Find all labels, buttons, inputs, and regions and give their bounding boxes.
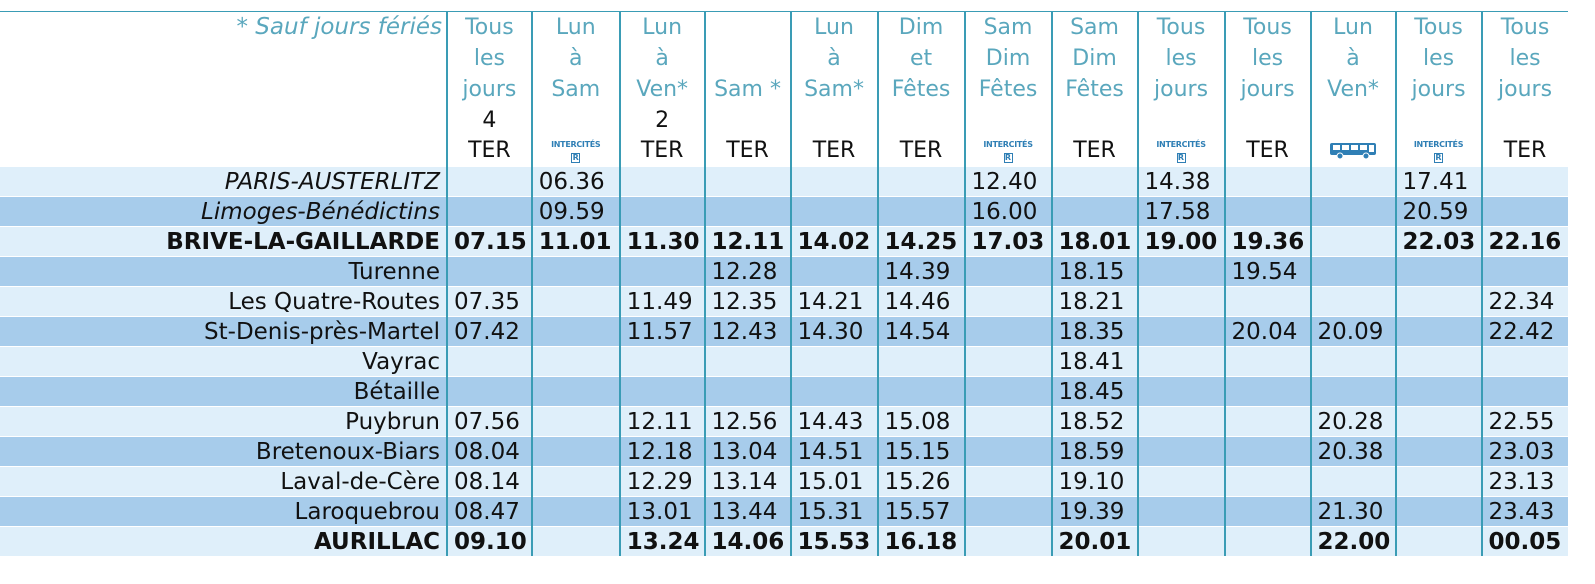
departure-time: 18.41 <box>1052 347 1138 377</box>
column-header <box>1138 12 1225 167</box>
departure-time <box>620 167 705 197</box>
service-days-line: Fêtes <box>891 77 951 102</box>
departure-time <box>447 377 532 407</box>
transport-mode <box>537 136 615 166</box>
departure-time <box>878 197 965 227</box>
departure-time <box>878 167 965 197</box>
departure-time <box>1396 317 1482 347</box>
departure-time: 20.59 <box>1396 197 1482 227</box>
departure-time: 12.29 <box>620 467 705 497</box>
departure-time: 14.54 <box>878 317 965 347</box>
departure-time <box>532 317 620 347</box>
departure-time: 12.11 <box>620 407 705 437</box>
departure-time: 17.41 <box>1396 167 1482 197</box>
departure-time: 20.04 <box>1225 317 1311 347</box>
departure-time <box>1311 257 1396 287</box>
note-number <box>883 105 960 136</box>
departure-time <box>1138 257 1225 287</box>
service-days-line: jours <box>462 77 517 102</box>
station-name: PARIS-AUSTERLITZ <box>0 167 447 197</box>
departure-time <box>532 467 620 497</box>
departure-time: 08.47 <box>447 497 532 527</box>
departure-time <box>791 167 878 197</box>
intercites-icon: INTERCITÉS R <box>1413 139 1464 162</box>
departure-time: 14.02 <box>791 227 878 257</box>
service-days-line: jours <box>1411 77 1466 102</box>
departure-time: 11.30 <box>620 227 705 257</box>
service-days-line: Tous <box>1243 15 1292 40</box>
table-row <box>0 227 1568 257</box>
departure-time <box>1138 527 1225 557</box>
departure-time: 22.42 <box>1482 317 1568 347</box>
departure-time <box>1396 287 1482 317</box>
departure-time <box>447 347 532 377</box>
transport-mode: TER <box>468 138 511 163</box>
note-number <box>710 105 786 136</box>
departure-time <box>1138 317 1225 347</box>
service-days-line: Dim <box>1072 46 1117 71</box>
service-days-line: à <box>569 46 583 71</box>
departure-time: 19.39 <box>1052 497 1138 527</box>
departure-time: 14.30 <box>791 317 878 347</box>
departure-time: 13.14 <box>705 467 791 497</box>
departure-time <box>965 347 1052 377</box>
departure-time: 07.56 <box>447 407 532 437</box>
departure-time: 16.00 <box>965 197 1052 227</box>
departure-time: 15.01 <box>791 467 878 497</box>
table-row <box>0 167 1568 197</box>
departure-time <box>532 527 620 557</box>
note-number <box>1230 105 1306 136</box>
bus-icon <box>1329 142 1377 160</box>
departure-time <box>532 257 620 287</box>
note-number <box>1487 105 1564 136</box>
departure-time <box>791 257 878 287</box>
service-days-line: Sam* <box>804 77 864 102</box>
intercites-icon: INTERCITÉS R <box>1156 139 1206 162</box>
departure-time: 15.31 <box>791 497 878 527</box>
departure-time: 21.30 <box>1311 497 1396 527</box>
departure-time: 22.00 <box>1311 527 1396 557</box>
departure-time: 17.03 <box>965 227 1052 257</box>
transport-mode: TER <box>899 138 943 163</box>
departure-time <box>965 257 1052 287</box>
departure-time: 16.18 <box>878 527 965 557</box>
transport-mode <box>970 136 1047 166</box>
departure-time: 13.24 <box>620 527 705 557</box>
service-days-line: Lun <box>1333 15 1373 40</box>
departure-time <box>1138 467 1225 497</box>
departure-time: 08.04 <box>447 437 532 467</box>
departure-time <box>1396 347 1482 377</box>
departure-time: 07.42 <box>447 317 532 347</box>
departure-time <box>620 377 705 407</box>
departure-time <box>1052 167 1138 197</box>
departure-time: 18.21 <box>1052 287 1138 317</box>
service-days-line: les <box>1422 46 1455 71</box>
departure-time <box>1396 437 1482 467</box>
departure-time <box>705 197 791 227</box>
departure-time <box>1396 527 1482 557</box>
service-days-line: jours <box>1154 77 1209 102</box>
service-days-line: les <box>473 46 505 71</box>
station-name: Bétaille <box>0 377 447 407</box>
column-header <box>878 12 965 167</box>
table-row <box>0 317 1568 347</box>
departure-time <box>447 197 532 227</box>
table-row <box>0 197 1568 227</box>
service-days-line: Sam <box>551 77 601 102</box>
service-days <box>452 12 527 105</box>
service-days-line: Ven* <box>1327 77 1379 102</box>
transport-mode: TER <box>726 138 769 163</box>
departure-time: 18.15 <box>1052 257 1138 287</box>
intercites-icon: INTERCITÉS R <box>551 139 601 162</box>
service-days-line: à <box>827 46 841 71</box>
service-days <box>625 12 700 105</box>
departure-time: 08.14 <box>447 467 532 497</box>
service-days-line: Dim <box>898 15 944 40</box>
transport-mode: TER <box>640 138 684 163</box>
column-header <box>705 12 791 167</box>
departure-time <box>1138 347 1225 377</box>
departure-time <box>1396 377 1482 407</box>
service-days-line: Sam <box>983 15 1033 40</box>
departure-time <box>447 257 532 287</box>
departure-time: 22.55 <box>1482 407 1568 437</box>
departure-time <box>965 467 1052 497</box>
service-days-line: Lun <box>642 15 683 40</box>
departure-time <box>532 407 620 437</box>
departure-time <box>1052 197 1138 227</box>
departure-time <box>705 377 791 407</box>
departure-time <box>1482 167 1568 197</box>
departure-time: 18.52 <box>1052 407 1138 437</box>
service-days-line: les <box>1509 46 1541 71</box>
note-number <box>970 105 1047 136</box>
service-days-line: Ven* <box>636 77 689 102</box>
departure-time: 13.04 <box>705 437 791 467</box>
departure-time <box>965 437 1052 467</box>
departure-time: 23.13 <box>1482 467 1568 497</box>
departure-time <box>1225 197 1311 227</box>
service-days-line: les <box>1165 46 1197 71</box>
service-days-line: Sam * <box>714 77 781 102</box>
departure-time <box>1225 347 1311 377</box>
service-days-line: et <box>909 46 933 71</box>
departure-time <box>1225 527 1311 557</box>
departure-time <box>1482 197 1568 227</box>
departure-time <box>1225 467 1311 497</box>
departure-time: 12.11 <box>705 227 791 257</box>
service-days-line: Fêtes <box>978 77 1038 102</box>
departure-time: 11.57 <box>620 317 705 347</box>
station-name: Vayrac <box>0 347 447 377</box>
departure-time <box>532 347 620 377</box>
departure-time: 06.36 <box>532 167 620 197</box>
table-row <box>0 377 1568 407</box>
departure-time: 14.38 <box>1138 167 1225 197</box>
table-row <box>0 287 1568 317</box>
column-header <box>447 12 532 167</box>
departure-time: 12.56 <box>705 407 791 437</box>
departure-time: 12.43 <box>705 317 791 347</box>
transport-mode: TER <box>812 138 856 163</box>
departure-time <box>965 527 1052 557</box>
service-days-line: Lun <box>555 15 596 40</box>
holiday-note: * Sauf jours fériés <box>0 12 447 167</box>
station-name: Bretenoux-Biars <box>0 437 447 467</box>
service-days-line: Tous <box>465 15 514 40</box>
departure-time <box>1225 407 1311 437</box>
station-name: AURILLAC <box>0 527 447 557</box>
column-header <box>1482 12 1568 167</box>
departure-time <box>1482 347 1568 377</box>
departure-time <box>620 347 705 377</box>
departure-time: 07.35 <box>447 287 532 317</box>
service-days-line: Sam <box>1070 15 1119 40</box>
departure-time: 09.59 <box>532 197 620 227</box>
departure-time: 13.44 <box>705 497 791 527</box>
service-days-line: Fêtes <box>1065 77 1124 102</box>
station-name: Laval-de-Cère <box>0 467 447 497</box>
departure-time <box>1138 437 1225 467</box>
departure-time <box>1138 407 1225 437</box>
departure-time: 20.01 <box>1052 527 1138 557</box>
departure-time: 19.10 <box>1052 467 1138 497</box>
transport-mode: TER <box>1246 138 1289 163</box>
departure-time <box>447 167 532 197</box>
table-row <box>0 467 1568 497</box>
departure-time <box>878 347 965 377</box>
station-name: Laroquebrou <box>0 497 447 527</box>
departure-time <box>532 437 620 467</box>
departure-time <box>532 497 620 527</box>
timetable <box>0 11 1568 556</box>
departure-time: 18.01 <box>1052 227 1138 257</box>
departure-time <box>1396 407 1482 437</box>
departure-time <box>1311 287 1396 317</box>
column-header <box>620 12 705 167</box>
departure-time <box>620 257 705 287</box>
service-days <box>537 12 615 105</box>
departure-time: 14.06 <box>705 527 791 557</box>
service-days <box>1143 12 1220 105</box>
departure-time <box>965 317 1052 347</box>
departure-time: 14.51 <box>791 437 878 467</box>
column-header <box>791 12 878 167</box>
departure-time: 12.18 <box>620 437 705 467</box>
transport-mode <box>1143 136 1220 166</box>
table-row <box>0 497 1568 527</box>
station-name: Limoges-Bénédictins <box>0 197 447 227</box>
header-row <box>0 12 1568 167</box>
service-days-line: Tous <box>1500 15 1550 40</box>
column-header <box>532 12 620 167</box>
departure-time: 15.08 <box>878 407 965 437</box>
service-days <box>1057 12 1133 105</box>
departure-time <box>705 167 791 197</box>
departure-time: 14.25 <box>878 227 965 257</box>
station-name: Puybrun <box>0 407 447 437</box>
departure-time <box>1482 257 1568 287</box>
service-days-line: Dim <box>985 46 1031 71</box>
departure-time: 15.53 <box>791 527 878 557</box>
transport-mode: TER <box>1073 138 1116 163</box>
note-number <box>1143 105 1220 136</box>
note-number: 4 <box>482 108 497 133</box>
service-days-line: Tous <box>1414 15 1463 40</box>
service-days-line: Lun <box>814 15 854 40</box>
departure-time <box>1138 287 1225 317</box>
intercites-icon: INTERCITÉS R <box>983 139 1033 162</box>
departure-time <box>965 287 1052 317</box>
departure-time <box>1311 467 1396 497</box>
departure-time <box>532 287 620 317</box>
service-days-line: jours <box>1240 77 1295 102</box>
service-days-line: les <box>1251 46 1284 71</box>
departure-time <box>1311 167 1396 197</box>
departure-time: 19.36 <box>1225 227 1311 257</box>
departure-time: 12.40 <box>965 167 1052 197</box>
station-name: Turenne <box>0 257 447 287</box>
table-row <box>0 527 1568 557</box>
departure-time: 12.35 <box>705 287 791 317</box>
departure-time: 00.05 <box>1482 527 1568 557</box>
service-days <box>710 74 786 105</box>
note-number: 2 <box>655 108 670 133</box>
service-days <box>1316 12 1391 105</box>
departure-time: 09.10 <box>447 527 532 557</box>
table-row <box>0 257 1568 287</box>
departure-time: 15.15 <box>878 437 965 467</box>
departure-time: 14.46 <box>878 287 965 317</box>
departure-time <box>1225 497 1311 527</box>
departure-time: 11.49 <box>620 287 705 317</box>
departure-time <box>1311 227 1396 257</box>
departure-time <box>705 347 791 377</box>
departure-time <box>1311 377 1396 407</box>
service-days <box>1230 12 1306 105</box>
departure-time: 18.59 <box>1052 437 1138 467</box>
departure-time <box>791 377 878 407</box>
transport-mode <box>1401 136 1477 166</box>
column-header <box>1052 12 1138 167</box>
column-header <box>1311 12 1396 167</box>
note-number <box>537 105 615 136</box>
departure-time <box>1225 377 1311 407</box>
departure-time <box>1311 197 1396 227</box>
departure-time: 18.35 <box>1052 317 1138 347</box>
departure-time: 15.26 <box>878 467 965 497</box>
departure-time: 12.28 <box>705 257 791 287</box>
departure-time: 23.03 <box>1482 437 1568 467</box>
departure-time <box>1138 377 1225 407</box>
service-days-line: jours <box>1498 77 1553 102</box>
departure-time: 14.43 <box>791 407 878 437</box>
departure-time: 20.09 <box>1311 317 1396 347</box>
service-days <box>1401 12 1477 105</box>
departure-time <box>1225 167 1311 197</box>
departure-time: 18.45 <box>1052 377 1138 407</box>
service-days <box>970 12 1047 105</box>
column-header <box>1225 12 1311 167</box>
departure-time: 17.58 <box>1138 197 1225 227</box>
service-days-line: à <box>655 46 669 71</box>
departure-time <box>1482 377 1568 407</box>
station-name: Les Quatre-Routes <box>0 287 447 317</box>
departure-time <box>965 497 1052 527</box>
departure-time <box>1311 347 1396 377</box>
departure-time <box>620 197 705 227</box>
column-header <box>1396 12 1482 167</box>
transport-mode <box>1316 136 1391 166</box>
table-row <box>0 347 1568 377</box>
departure-time <box>965 377 1052 407</box>
note-number <box>1316 105 1391 136</box>
departure-time: 20.28 <box>1311 407 1396 437</box>
departure-time: 15.57 <box>878 497 965 527</box>
service-days-line: à <box>1346 46 1360 71</box>
departure-time: 19.00 <box>1138 227 1225 257</box>
station-name: BRIVE-LA-GAILLARDE <box>0 227 447 257</box>
note-number <box>1057 105 1133 136</box>
departure-time: 07.15 <box>447 227 532 257</box>
departure-time <box>791 347 878 377</box>
departure-time: 22.03 <box>1396 227 1482 257</box>
table-row <box>0 407 1568 437</box>
note-number <box>796 105 873 136</box>
departure-time <box>532 377 620 407</box>
departure-time <box>1225 287 1311 317</box>
departure-time <box>1225 437 1311 467</box>
departure-time <box>1396 467 1482 497</box>
service-days <box>796 12 873 105</box>
transport-mode: TER <box>1503 138 1547 163</box>
table-row <box>0 437 1568 467</box>
departure-time: 14.39 <box>878 257 965 287</box>
service-days <box>1487 12 1564 105</box>
departure-time: 22.34 <box>1482 287 1568 317</box>
departure-time: 14.21 <box>791 287 878 317</box>
departure-time: 20.38 <box>1311 437 1396 467</box>
departure-time <box>791 197 878 227</box>
station-name: St-Denis-près-Martel <box>0 317 447 347</box>
departure-time <box>1138 497 1225 527</box>
service-days <box>883 12 960 105</box>
departure-time <box>1396 497 1482 527</box>
departure-time <box>965 407 1052 437</box>
departure-time: 13.01 <box>620 497 705 527</box>
note-number <box>1401 105 1477 136</box>
departure-time: 23.43 <box>1482 497 1568 527</box>
departure-time: 19.54 <box>1225 257 1311 287</box>
service-days-line: Tous <box>1156 15 1206 40</box>
column-header <box>965 12 1052 167</box>
departure-time <box>878 377 965 407</box>
departure-time: 22.16 <box>1482 227 1568 257</box>
departure-time: 11.01 <box>532 227 620 257</box>
departure-time <box>1396 257 1482 287</box>
